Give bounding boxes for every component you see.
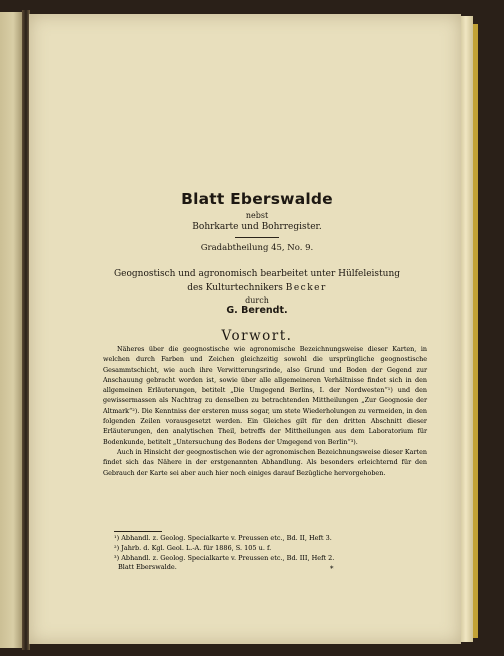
geo-line-1: Geognostisch und agronomisch bearbeitet unter Hülfeleistung xyxy=(113,269,401,279)
footnotes xyxy=(114,534,414,563)
page-edge xyxy=(461,16,473,642)
body-text xyxy=(103,344,427,478)
author-name: G. Berendt. xyxy=(226,305,288,316)
gradabtheilung: Gradabtheilung 45, No. 9. xyxy=(200,243,314,253)
paragraph-1: Näheres über die geognostische wie agronomische Bezeichnungsweise dieser Karten, in welchen durch Farben und Zeichen gleichzeitig sowohl die ursprüngliche geognostische Gesammtschicht, wie auch ihre Verwitterungsrinde, also Grund und Boden der Gegend zur Anschauung gebracht worden ist, sowie über alle allgemeineren Verhältnisse findet sich in den allgemeinen Erläuterungen, betitelt „Die Umgegend Berlins, I. der Nordwesten“¹) und den gewissermassen als Nachtrag zu denselben zu betrachtenden Mittheilungen „Zur Geognosie der Altmark“²). Die Kenntniss der ersteren muss sogar, um stete Wiederholungen zu vermeiden, in den folgenden Zeilen vorausgesetzt werden. Ein Gleiches gilt für den dritten Abschnitt dieser Erläuterungen, den analytischen Theil, betreffs der Mittheilungen aus dem Laboratorium für Bodenkunde, betitelt „Untersuchung des Bodens der Umgegend von Berlin“³). xyxy=(103,345,427,446)
nebst-text: nebst xyxy=(245,211,269,220)
geo-line-2-prefix: des Kulturtechnikers xyxy=(187,283,286,293)
signature-mark: * xyxy=(330,565,334,573)
signature-line: Blatt Eberswalde. xyxy=(118,563,177,571)
subtitle: Bohrkarte und Bohrregister. xyxy=(192,222,322,232)
geo-line-2 xyxy=(87,281,427,295)
footnote-3: ³) Abhandl. z. Geolog. Specialkarte v. Preussen etc., Bd. III, Heft 2. xyxy=(114,553,335,562)
book-cover-edge xyxy=(473,24,478,638)
title-block xyxy=(113,190,401,348)
footnote-1: ¹) Abhandl. z. Geolog. Specialkarte v. Preussen etc., Bd. II, Heft 3. xyxy=(114,534,332,542)
footnote-rule xyxy=(114,531,162,532)
paragraph-2: Auch in Hinsicht der geognostischen wie der agronomischen Bezeichnungsweise dieser Karten findet sich das Nähere in der erstgenannten Abhandlung. Als besonders erleichternd für den Gebrauch der Karte sei aber auch hier noch einiges darauf Bezügliche hervorgehoben. xyxy=(103,447,427,477)
footnote-2: ²) Jahrb. d. Kgl. Geol. L.-A. für 1886, S. 105 u. f. xyxy=(114,543,272,552)
geognostic-credit xyxy=(87,267,427,295)
previous-page-edge xyxy=(0,12,22,648)
title-rule xyxy=(235,237,279,238)
section-heading-vorwort: Vorwort. xyxy=(221,328,293,344)
geo-line-2-name: Becker xyxy=(285,283,327,293)
page-title: Blatt Eberswalde xyxy=(181,190,333,208)
durch-text: durch xyxy=(245,296,269,305)
